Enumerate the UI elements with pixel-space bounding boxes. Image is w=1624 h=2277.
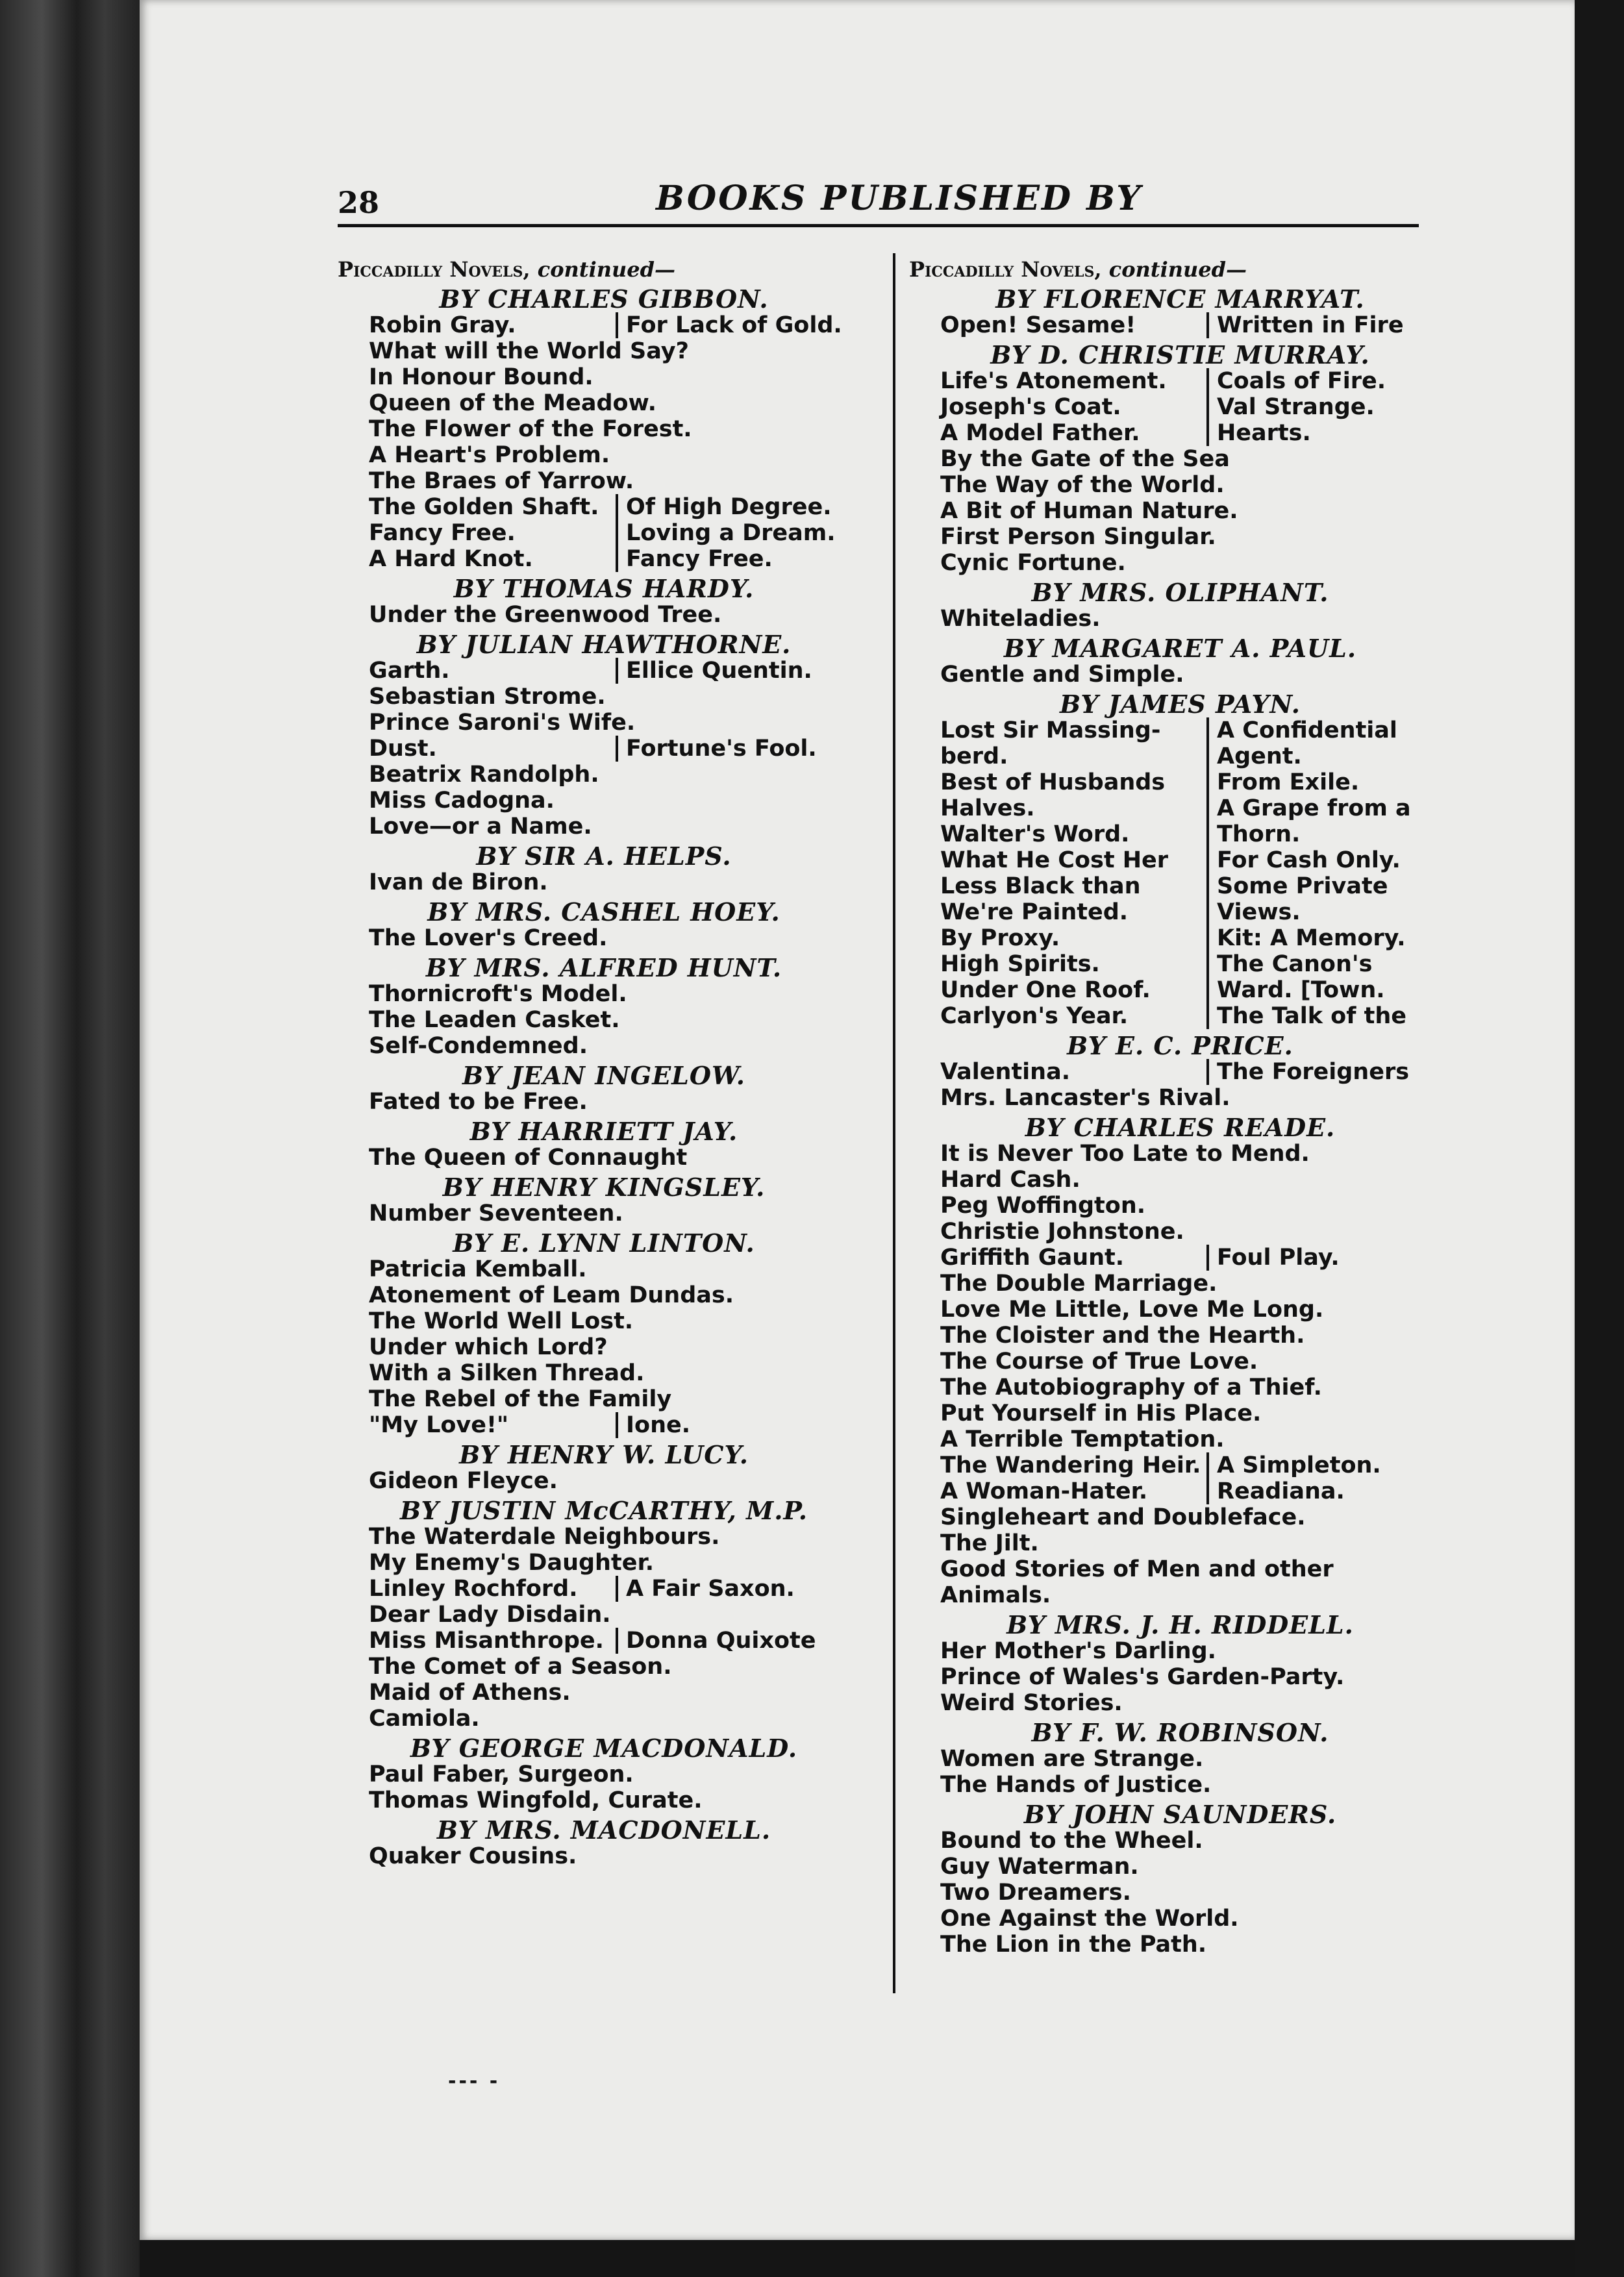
continued-label: Piccadilly Novels, continued— <box>338 257 675 282</box>
book-title: Prince Saroni's Wife. <box>369 710 636 736</box>
book-title: Robin Gray. <box>369 312 516 338</box>
left-column <box>338 256 870 1869</box>
book-title: The Jilt. <box>940 1530 1039 1556</box>
book-title: What He Cost Her <box>940 847 1169 873</box>
book-title: A Fair Saxon. <box>616 1576 795 1602</box>
printer-marks: --- - <box>448 2070 501 2093</box>
book-title: The Double Marriage. <box>940 1271 1218 1297</box>
book-title: Written in Fire <box>1206 312 1404 338</box>
book-title: Kit: A Memory. <box>1206 925 1406 951</box>
book-title: Women are Strange. <box>940 1746 1204 1772</box>
title-pair <box>940 1003 1451 1029</box>
book-title: Quaker Cousins. <box>369 1843 577 1869</box>
book-title: A Woman-Hater. <box>940 1478 1148 1504</box>
book-title: A Simpleton. <box>1206 1452 1381 1478</box>
book-title: berd. <box>940 743 1008 769</box>
book-title: The Course of True Love. <box>940 1349 1258 1375</box>
author-heading: BY F. W. ROBINSON. <box>1031 1718 1329 1747</box>
book-title: My Enemy's Daughter. <box>369 1550 655 1576</box>
book-title: Love—or a Name. <box>369 814 592 840</box>
author-heading: BY MRS. J. H. RIDDELL. <box>1006 1610 1354 1639</box>
book-title: Whiteladies. <box>940 606 1101 632</box>
book-title: Agent. <box>1206 743 1302 769</box>
title-pair <box>369 520 870 546</box>
continued-label: Piccadilly Novels, continued— <box>909 257 1247 282</box>
book-title: Coals of Fire. <box>1206 368 1386 394</box>
title-pair <box>940 795 1451 821</box>
book-title: Peg Woffington. <box>940 1193 1146 1219</box>
title-pair <box>940 847 1451 873</box>
author-heading: BY D. CHRISTIE MURRAY. <box>990 340 1370 369</box>
book-title: Atonement of Leam Dundas. <box>369 1282 734 1308</box>
book-title: By the Gate of the Sea <box>940 446 1230 472</box>
author-heading: BY GEORGE MACDONALD. <box>410 1734 798 1763</box>
title-pair <box>940 951 1451 977</box>
book-title: Of High Degree. <box>616 494 832 520</box>
title-pair <box>940 977 1451 1003</box>
book-title: The Comet of a Season. <box>369 1654 672 1680</box>
title-pair <box>369 1576 870 1602</box>
book-title: The Wandering Heir. <box>940 1452 1201 1478</box>
book-title: Hard Cash. <box>940 1167 1081 1193</box>
title-pair <box>940 821 1451 847</box>
book-title: Ellice Quentin. <box>616 658 812 684</box>
book-title: Ward. [Town. <box>1206 977 1385 1003</box>
book-title: Miss Cadogna. <box>369 788 555 814</box>
author-heading: BY MRS. ALFRED HUNT. <box>425 953 782 982</box>
book-title: The Leaden Casket. <box>369 1007 620 1033</box>
book-title: Christie Johnstone. <box>940 1219 1184 1245</box>
author-heading: BY JAMES PAYN. <box>1059 690 1301 719</box>
book-title: Some Private <box>1206 873 1388 899</box>
book-title: A Confidential <box>1206 717 1397 743</box>
book-title: We're Painted. <box>940 899 1129 925</box>
book-title: Her Mother's Darling. <box>940 1638 1216 1664</box>
author-heading: BY CHARLES READE. <box>1025 1113 1336 1142</box>
book-title: The Cloister and the Hearth. <box>940 1323 1305 1349</box>
book-title: Hearts. <box>1206 420 1311 446</box>
book-title: Animals. <box>940 1582 1051 1608</box>
book-title: First Person Singular. <box>940 524 1216 550</box>
page-edge-shadow <box>1575 0 1624 2277</box>
book-title: A Grape from a <box>1206 795 1411 821</box>
book-title: Weird Stories. <box>940 1690 1123 1716</box>
author-heading: BY HENRY KINGSLEY. <box>442 1173 766 1202</box>
book-title: The Braes of Yarrow. <box>369 468 634 494</box>
title-pair <box>369 1628 870 1654</box>
title-pair <box>369 658 870 684</box>
book-title: A Terrible Temptation. <box>940 1426 1225 1452</box>
book-title: Put Yourself in His Place. <box>940 1400 1262 1426</box>
author-heading: BY CHARLES GIBBON. <box>439 284 769 314</box>
author-heading: BY SIR A. HELPS. <box>476 841 732 871</box>
book-spine <box>0 0 140 2277</box>
book-title: Sebastian Strome. <box>369 684 606 710</box>
book-title: High Spirits. <box>940 951 1100 977</box>
book-title: Open! Sesame! <box>940 312 1136 338</box>
title-pair <box>940 394 1451 420</box>
book-title: The Canon's <box>1206 951 1372 977</box>
page-bottom-shadow <box>140 2240 1575 2277</box>
book-title: Dust. <box>369 736 437 762</box>
book-title: Walter's Word. <box>940 821 1130 847</box>
column-divider <box>893 253 895 1993</box>
book-title: Patricia Kemball. <box>369 1256 587 1282</box>
title-pair <box>940 1245 1451 1271</box>
book-title: Life's Atonement. <box>940 368 1167 394</box>
author-heading: BY FLORENCE MARRYAT. <box>995 284 1365 314</box>
book-title: Val Strange. <box>1206 394 1375 420</box>
book-title: Fortune's Fool. <box>616 736 817 762</box>
book-title: By Proxy. <box>940 925 1060 951</box>
book-title: For Cash Only. <box>1206 847 1401 873</box>
book-title: Maid of Athens. <box>369 1680 571 1706</box>
book-title: Under which Lord? <box>369 1334 608 1360</box>
book-title: Gideon Fleyce. <box>369 1468 558 1494</box>
author-heading: BY JEAN INGELOW. <box>462 1061 745 1090</box>
title-pair <box>940 717 1451 743</box>
book-title: Lost Sir Massing- <box>940 717 1161 743</box>
book-title: Foul Play. <box>1206 1245 1340 1271</box>
book-title: The Foreigners <box>1206 1059 1409 1085</box>
title-pair <box>940 368 1451 394</box>
book-title: The World Well Lost. <box>369 1308 634 1334</box>
book-title: One Against the World. <box>940 1906 1239 1932</box>
book-title: Linley Rochford. <box>369 1576 578 1602</box>
title-pair <box>940 1478 1451 1504</box>
book-title: Fancy Free. <box>616 546 773 572</box>
author-heading: BY MARGARET A. PAUL. <box>1003 634 1357 663</box>
author-heading: BY MRS. MACDONELL. <box>436 1815 771 1845</box>
book-title: Two Dreamers. <box>940 1880 1131 1906</box>
book-title: Dear Lady Disdain. <box>369 1602 611 1628</box>
author-heading: BY THOMAS HARDY. <box>453 574 755 603</box>
title-pair <box>369 736 870 762</box>
book-title: Garth. <box>369 658 450 684</box>
right-column <box>909 256 1451 1958</box>
book-title: Good Stories of Men and other <box>940 1556 1334 1582</box>
author-heading: BY JOHN SAUNDERS. <box>1023 1800 1337 1829</box>
book-title: A Bit of Human Nature. <box>940 498 1238 524</box>
book-title: A Hard Knot. <box>369 546 533 572</box>
book-title: Number Seventeen. <box>369 1201 623 1226</box>
book-title: The Lover's Creed. <box>369 925 608 951</box>
author-heading: BY JUSTIN McCARTHY, M.P. <box>400 1496 808 1525</box>
title-pair <box>940 873 1451 899</box>
title-pair <box>369 1412 870 1438</box>
book-title: "My Love!" <box>369 1412 509 1438</box>
author-heading: BY E. LYNN LINTON. <box>453 1228 755 1258</box>
book-title: Halves. <box>940 795 1035 821</box>
book-title: Guy Waterman. <box>940 1854 1139 1880</box>
book-title: The Rebel of the Family <box>369 1386 672 1412</box>
book-title: In Honour Bound. <box>369 364 593 390</box>
book-title: Prince of Wales's Garden-Party. <box>940 1664 1345 1690</box>
author-heading: BY JULIAN HAWTHORNE. <box>416 630 792 659</box>
book-title: The Queen of Connaught <box>369 1145 688 1171</box>
book-title: Thomas Wingfold, Curate. <box>369 1787 703 1813</box>
book-title: It is Never Too Late to Mend. <box>940 1141 1310 1167</box>
author-heading: BY HENRY W. LUCY. <box>459 1440 749 1469</box>
book-title: Griffith Gaunt. <box>940 1245 1125 1271</box>
title-pair <box>940 1059 1451 1085</box>
book-title: Valentina. <box>940 1059 1071 1085</box>
book-title: Camiola. <box>369 1706 480 1732</box>
title-pair <box>940 743 1451 769</box>
book-title: Singleheart and Doubleface. <box>940 1504 1306 1530</box>
title-pair <box>940 312 1451 338</box>
book-title: Queen of the Meadow. <box>369 390 656 416</box>
book-title: Gentle and Simple. <box>940 662 1184 688</box>
book-title: A Heart's Problem. <box>369 442 610 468</box>
author-heading: BY E. C. PRICE. <box>1067 1031 1293 1060</box>
book-title: Joseph's Coat. <box>940 394 1121 420</box>
title-pair <box>940 925 1451 951</box>
book-title: Mrs. Lancaster's Rival. <box>940 1085 1230 1111</box>
book-title: The Flower of the Forest. <box>369 416 692 442</box>
book-title: Less Black than <box>940 873 1141 899</box>
page-number: 28 <box>338 185 380 220</box>
book-title: Readiana. <box>1206 1478 1345 1504</box>
book-title: Thorn. <box>1206 821 1300 847</box>
book-title: What will the World Say? <box>369 338 689 364</box>
author-heading: BY MRS. CASHEL HOEY. <box>427 897 781 927</box>
title-pair <box>369 312 870 338</box>
title-pair <box>940 1452 1451 1478</box>
title-pair <box>940 769 1451 795</box>
book-title: Miss Misanthrope. <box>369 1628 604 1654</box>
book-title: Beatrix Randolph. <box>369 762 599 788</box>
book-title: The Golden Shaft. <box>369 494 599 520</box>
book-title: Ivan de Biron. <box>369 869 548 895</box>
title-pair <box>369 494 870 520</box>
book-title: Ione. <box>616 1412 690 1438</box>
book-title: From Exile. <box>1206 769 1359 795</box>
book-title: Under One Roof. <box>940 977 1151 1003</box>
book-title: Paul Faber, Surgeon. <box>369 1761 634 1787</box>
book-title: Views. <box>1206 899 1301 925</box>
book-title: The Lion in the Path. <box>940 1932 1207 1958</box>
header-rule <box>338 224 1419 227</box>
book-title: Thornicroft's Model. <box>369 981 627 1007</box>
title-pair <box>940 899 1451 925</box>
book-title: The Talk of the <box>1206 1003 1406 1029</box>
book-title: Love Me Little, Love Me Long. <box>940 1297 1324 1323</box>
book-title: For Lack of Gold. <box>616 312 842 338</box>
author-heading: BY MRS. OLIPHANT. <box>1031 578 1329 607</box>
book-title: Self-Condemned. <box>369 1033 588 1059</box>
book-title: Cynic Fortune. <box>940 550 1126 576</box>
book-title: Loving a Dream. <box>616 520 836 546</box>
book-title: A Model Father. <box>940 420 1140 446</box>
book-title: Donna Quixote <box>616 1628 816 1654</box>
book-title: The Way of the World. <box>940 472 1225 498</box>
book-title: Under the Greenwood Tree. <box>369 602 722 628</box>
book-title: The Hands of Justice. <box>940 1772 1212 1798</box>
title-pair <box>940 420 1451 446</box>
book-title: Fated to be Free. <box>369 1089 588 1115</box>
book-title: The Autobiography of a Thief. <box>940 1375 1322 1400</box>
book-title: The Waterdale Neighbours. <box>369 1524 720 1550</box>
book-title: Bound to the Wheel. <box>940 1828 1203 1854</box>
author-heading: BY HARRIETT JAY. <box>469 1117 738 1146</box>
book-title: Best of Husbands <box>940 769 1166 795</box>
book-title: Fancy Free. <box>369 520 516 546</box>
title-pair <box>369 546 870 572</box>
running-title: BOOKS PUBLISHED BY <box>656 179 1143 218</box>
book-title: Carlyon's Year. <box>940 1003 1129 1029</box>
book-title: With a Silken Thread. <box>369 1360 645 1386</box>
